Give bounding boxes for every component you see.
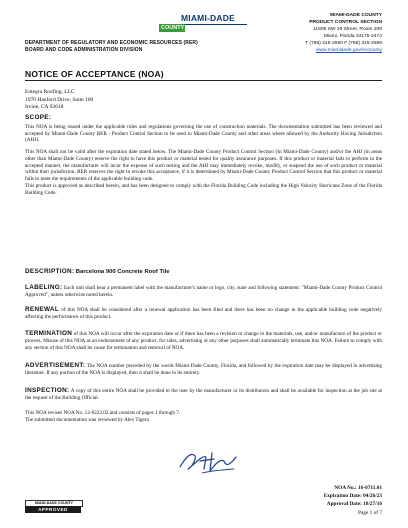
approved-logo-county: MIAMI-DADE COUNTY — [25, 500, 83, 507]
approved-logo-label: APPROVED — [25, 506, 81, 513]
addressee-city: Irvine, CA 92618 — [25, 104, 64, 111]
advertisement-section — [25, 363, 382, 377]
reviewer-signature — [176, 445, 242, 477]
office-website-link[interactable]: www.miamidade.gov/economy — [315, 48, 382, 53]
division-line: BOARD AND CODE ADMINISTRATION DIVISION — [25, 47, 143, 53]
termination-section — [25, 331, 382, 351]
office-phone: T (786) 315-2590 F (786) 315-2599 — [305, 41, 382, 46]
office-city: Miami, Florida 33175-2474 — [323, 34, 382, 39]
advertisement-heading: ADVERTISEMENT: — [25, 362, 86, 369]
renewal-heading: RENEWAL — [25, 306, 60, 313]
inspection-heading: INSPECTION: — [25, 387, 70, 394]
scope-paragraph-3: This product is approved as described herein, and has been designed to comply with the Florida Building Code including the High Velocity Hurricane Zone of the Florida Building Code. — [25, 182, 382, 196]
labeling-text: Each unit shall bear a permanent label with the manufacturer's name or logo, city, state and following statement: "Miami-Dade County Product Control Approved", unless otherwise noted herein. — [25, 285, 383, 298]
miami-dade-approved-logo — [25, 500, 81, 514]
advertisement-text: The NOA number preceded by the words Miami-Dade County, Florida, and followed by the expiration date may be displayed in advertising literature. If any portion of the NOA is displayed, then it shall be done in its entirety. — [25, 363, 382, 376]
description-section — [25, 269, 382, 276]
scope-paragraph-2: This NOA shall not be valid after the expiration date stated below. The Miami-Dade County Product Control Section (In Miami-Dade County) and/or the AHJ (in areas other than Miami-Dade County) reserve the right to have this product or material tested for quality assurance purposes. If this product or material fails to perform in the accepted manner, the manufacturer will incur the expense of such testing and the AHJ may immediately revoke, modify, or suspend the use of such product or material within their jurisdiction. RER reserves the right to revoke this acceptance, if it is determined by Miami-Dade County Product Control Section that this product or material fails to meet the requirements of the applicable building code. — [25, 149, 382, 182]
revision-note-section — [25, 410, 382, 424]
office-street: 11805 SW 26 Street, Room 208 — [313, 27, 382, 32]
document-title: NOTICE OF ACCEPTANCE (NOA) — [25, 69, 164, 79]
office-section: PRODUCT CONTROL SECTION — [309, 20, 382, 25]
noa-number: NOA No.: 16-0711.01 — [334, 485, 382, 491]
approval-date: Approval Date: 10/27/16 — [326, 501, 382, 508]
reviewer-note: The submitted documentation was reviewed by Alex Tigera — [25, 416, 149, 423]
addressee-block — [25, 89, 93, 112]
inspection-text: A copy of this entire NOA shall be provided to the user by the manufacturer or its distributors and shall be available for inspection at the job site at the request of the Building Official. — [25, 388, 382, 401]
scope-paragraph-1: This NOA is being issued under the applicable rules and regulations governing the use of construction materials. The documentation submitted has been reviewed and accepted by Miami-Dade County RER - Product Control Section to be used in Miami-Dade County and other areas where allowed by the Authority Having Jurisdiction (AHJ). — [25, 123, 382, 144]
title-divider — [25, 80, 382, 81]
office-county: MIAMI-DADE COUNTY — [330, 13, 382, 18]
logo-name: MIAMI-DADE — [181, 13, 235, 23]
description-heading: DESCRIPTION: — [25, 268, 75, 275]
scope-section — [25, 115, 382, 196]
description-text: Barcelona 900 Concrete Roof Tile — [75, 269, 170, 275]
logo-county-label: COUNTY — [161, 25, 185, 31]
department-line: DEPARTMENT OF REGULATORY AND ECONOMIC RESOURCES (RER) — [25, 40, 198, 46]
renewal-text: of this NOA shall be considered after a renewal application has been filed and there has been no change in the applicable building code negatively affecting the performance of this product. — [25, 307, 383, 320]
miami-dade-logo — [159, 12, 249, 42]
labeling-section — [25, 285, 382, 299]
labeling-heading: LABELING: — [25, 284, 63, 291]
termination-text: of this NOA will occur after the expiration date or if there has been a revision or change in the materials, use, and/or manufacture of the product or process. Misuse of this NOA as an endorsement of any product, for sales, advertising or any other purposes shall automatically terminate this NOA. Failure to comply with any section of this NOA shall be cause for termination and removal of NOA. — [25, 331, 383, 351]
scope-heading: SCOPE: — [25, 114, 52, 121]
inspection-section — [25, 388, 382, 402]
renewal-section — [25, 307, 382, 321]
office-address-block — [305, 12, 382, 54]
addressee-street: 1970 Hanford Drive, Suite 100 — [25, 96, 94, 103]
revision-note: This NOA revises NOA No. 12-0222.02 and consists of pages 1 through 7. — [25, 410, 181, 416]
termination-heading: TERMINATION — [25, 330, 73, 337]
expiration-date: Expiration Date: 04/26/23 — [323, 493, 382, 500]
page-number: Page 1 of 7 — [358, 509, 382, 516]
logo-rule — [185, 24, 247, 25]
noa-footer-info — [324, 484, 382, 517]
department-header — [25, 40, 198, 54]
addressee-company: Entegra Roofing, LLC — [25, 89, 75, 95]
